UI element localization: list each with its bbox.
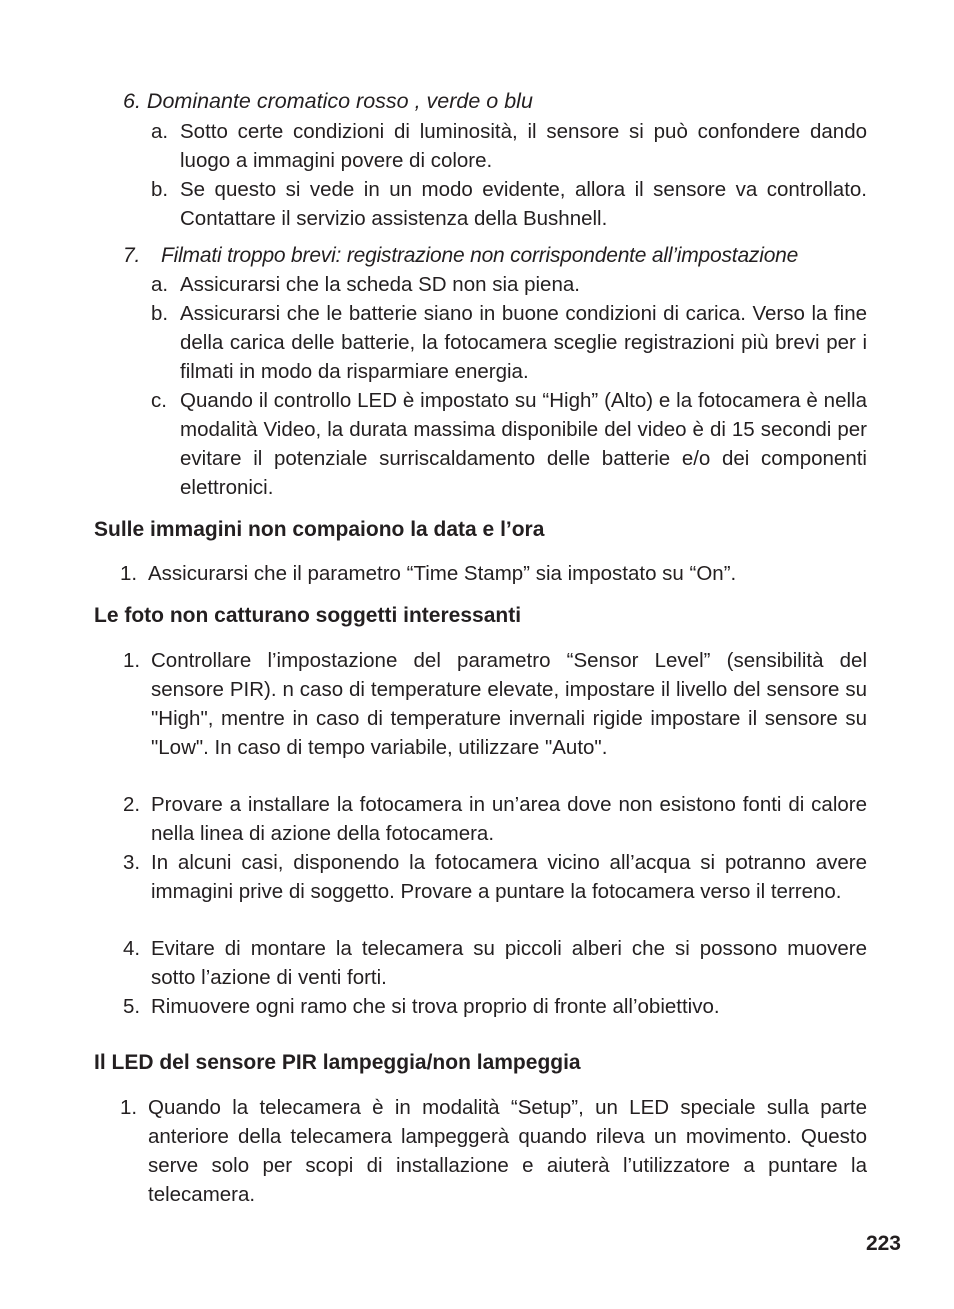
heading-text: Dominante cromatico rosso , verde o blu (146, 89, 533, 113)
list-item (151, 299, 867, 386)
heading-number: 6. (123, 89, 141, 113)
list-item (120, 559, 867, 588)
item-text: Controllare l’impostazione del parametro “Sensor Level” (sensibilità del sensore PIR). n caso di temperature elevate, impostare il livello del sensore su "High", mentre in caso di temperature invernali rigide impostare il sensore su "Low". In caso di tempo variabile, utilizzare "Auto". (151, 649, 867, 759)
item-text: Quando il controllo LED è impostato su “High” (Alto) e la fotocamera è nella modalità Video, la durata massima disponibile del video è di 15 secondi per evitare il potenziale surriscaldamento delle batterie e/o dei componenti elettronici. (180, 389, 867, 499)
list-item (151, 175, 867, 233)
item-text: Quando la telecamera è in modalità “Setup”, un LED speciale sulla parte anteriore della telecamera lampeggerà quando rileva un movimento. Questo serve solo per scopi di installazione e aiuterà l’utilizzatore a puntare la telecamera. (148, 1096, 867, 1206)
list-item (151, 386, 867, 502)
list-item (151, 270, 867, 299)
troubleshoot-heading-7 (123, 241, 798, 270)
item-label: c. (151, 389, 167, 412)
section-title-pir-led: Il LED del sensore PIR lampeggia/non lampeggia (94, 1051, 581, 1074)
list-item (120, 1093, 867, 1209)
item-text: In alcuni casi, disponendo la fotocamera vicino all’acqua si potranno avere immagini prive di soggetto. Provare a puntare la fotocamera verso il terreno. (151, 851, 867, 903)
item-text: Sotto certe condizioni di luminosità, il sensore si può confondere dando luogo a immagini povere di colore. (180, 120, 867, 172)
section-title-no-subjects: Le foto non catturano soggetti interessanti (94, 604, 522, 627)
page-number: 223 (865, 1232, 901, 1255)
list-item (123, 934, 867, 992)
item-text: Assicurarsi che le batterie siano in buone condizioni di carica. Verso la fine della carica delle batterie, la fotocamera sceglie registrazioni più brevi per i filmati in modo da risparmiare energia. (180, 302, 867, 383)
troubleshoot-heading-6 (123, 87, 533, 116)
item-label: 4. (123, 937, 141, 960)
list-item (123, 646, 867, 762)
list-item (123, 848, 867, 906)
item-label: 5. (123, 995, 141, 1018)
item-label: 2. (123, 793, 141, 816)
section-title-date-time: Sulle immagini non compaiono la data e l’ora (94, 518, 545, 541)
item-text: Evitare di montare la telecamera su piccoli alberi che si possono muovere sotto l’azione di venti forti. (151, 937, 867, 989)
item-text: Provare a installare la fotocamera in un’area dove non esistono fonti di calore nella linea di azione della fotocamera. (151, 793, 867, 845)
heading-number: 7. (123, 244, 141, 267)
item-text: Rimuovere ogni ramo che si trova proprio di fronte all’obiettivo. (151, 995, 720, 1018)
item-text: Se questo si vede in un modo evidente, allora il sensore va controllato. Contattare il servizio assistenza della Bushnell. (180, 178, 867, 230)
item-text: Assicurarsi che la scheda SD non sia piena. (180, 273, 580, 296)
item-label: a. (151, 120, 169, 143)
item-label: a. (151, 273, 169, 296)
list-item (151, 117, 867, 175)
item-label: 1. (120, 1096, 138, 1119)
list-item (123, 992, 867, 1021)
item-label: 3. (123, 851, 141, 874)
item-label: b. (151, 302, 169, 325)
item-label: 1. (123, 649, 141, 672)
item-text: Assicurarsi che il parametro “Time Stamp” sia impostato su “On”. (148, 562, 737, 585)
item-label: b. (151, 178, 169, 201)
item-label: 1. (120, 562, 138, 585)
heading-text: Filmati troppo brevi: registrazione non corrispondente all’impostazione (161, 244, 799, 267)
list-item (123, 790, 867, 848)
